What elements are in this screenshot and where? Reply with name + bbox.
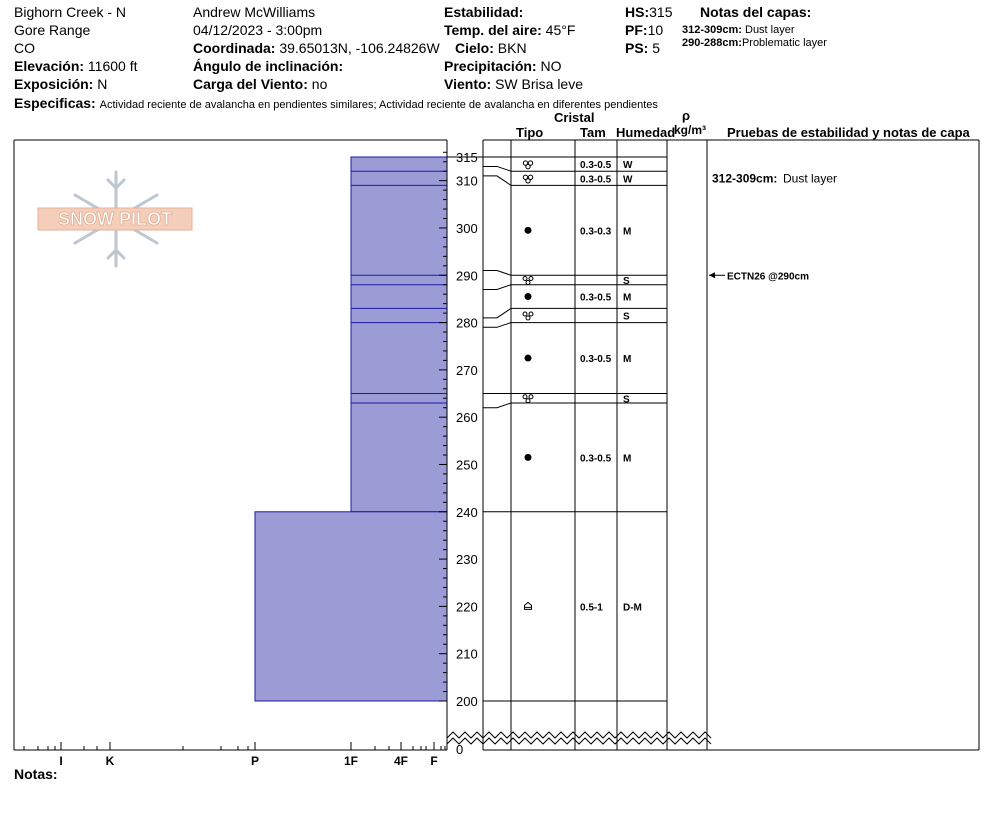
logo-text: SNOW PILOT [58, 209, 172, 229]
specifics-value: Actividad reciente de avalancha en pendientes similares; Actividad reciente de avalancha en diferentes pendientes [99, 99, 658, 111]
depth-connector [483, 285, 511, 290]
layer-moisture: M [623, 226, 632, 238]
depth-tick-label: 220 [456, 599, 478, 615]
grain-mixed-icon [526, 399, 530, 403]
layer-test-note-detail: Dust layer [783, 171, 838, 186]
density-unit: kg/m³ [674, 123, 707, 137]
wind-load-label: Carga del Viento: [193, 76, 308, 92]
depth-connector [483, 166, 511, 171]
depth-tick-label: 300 [456, 220, 478, 236]
crystal-header: Cristal [554, 110, 595, 125]
grain-mixed-icon [529, 276, 533, 280]
aspect-label: Exposición: [14, 76, 94, 92]
hardness-tick-label: I [59, 754, 63, 768]
layer-moisture: W [623, 174, 633, 186]
aspect-value: N [97, 76, 108, 92]
tests-header: Pruebas de estabilidad y notas de capa [727, 125, 970, 140]
sky-label: Cielo: [455, 40, 494, 56]
observation-datetime: 04/12/2023 - 3:00pm [193, 22, 323, 38]
grain-depth-hoar-icon [525, 602, 532, 609]
wind-load-value: no [311, 76, 328, 92]
layer-moisture: M [623, 354, 632, 366]
hardness-tick-label: P [250, 754, 260, 768]
layer-note-text: Dust layer [745, 24, 795, 36]
depth-zero-label: 0 [456, 742, 464, 757]
depth-tick-label: 260 [456, 410, 478, 426]
layer-moisture: S [623, 275, 630, 287]
type-header: Tipo [516, 125, 544, 140]
hardness-tick-label: 1F [343, 754, 359, 768]
test-result: ECTN26 @290cm [727, 271, 810, 283]
axis-break-zigzag [447, 738, 711, 744]
grain-mixed-icon [523, 395, 527, 399]
precipitation-value: NO [540, 58, 562, 74]
layer-moisture: D-M [623, 602, 642, 614]
axis-break-zigzag [447, 732, 711, 738]
layer-size: 0.3-0.5 [580, 453, 612, 465]
specifics-label: Especificas: [14, 95, 96, 111]
hs-label: HS: [625, 4, 650, 20]
depth-connector [483, 323, 511, 328]
notes-label: Notas: [14, 766, 58, 782]
depth-connector [483, 403, 511, 408]
grain-mixed-icon [526, 280, 530, 284]
depth-tick-label: 280 [456, 315, 478, 331]
layer-size: 0.5-1 [580, 602, 603, 614]
grain-mixed-icon [523, 312, 527, 316]
hardness-tick-label: 4F [393, 754, 409, 768]
depth-tick-label: 250 [456, 457, 478, 473]
layer-note-text: Problematic layer [741, 37, 827, 49]
coordinates-value: 39.65013N, -106.24826W [279, 40, 440, 56]
snowpilot-logo [38, 172, 192, 266]
layer-size: 0.3-0.5 [580, 160, 612, 172]
hardness-tick-label: F [430, 754, 438, 768]
pf-label: PF: [625, 22, 648, 38]
depth-tick-label: 240 [456, 504, 478, 520]
ps-value: 5 [652, 40, 661, 56]
grain-round-icon [525, 227, 532, 234]
layer-note-range: 290-288cm: [682, 37, 742, 49]
slope-angle-label: Ángulo de inclinación: [193, 58, 344, 74]
wind-label: Viento: [444, 76, 492, 92]
ps-label: PS: [625, 40, 649, 56]
test-arrow-head [709, 272, 715, 278]
stability-label: Estabilidad: [444, 4, 524, 20]
grain-mixed-icon [526, 316, 530, 320]
depth-tick-label: 310 [456, 173, 478, 189]
layer-table [447, 140, 979, 750]
hardness-bar [255, 512, 447, 701]
range-name: Gore Range [14, 22, 91, 38]
grain-round-icon [525, 454, 532, 461]
hardness-bar [351, 157, 447, 512]
layer-size: 0.3-0.5 [580, 354, 612, 366]
layer-moisture: W [623, 160, 633, 172]
layer-moisture: M [623, 453, 632, 465]
state-name: CO [14, 40, 35, 56]
precipitation-label: Precipitación: [444, 58, 537, 74]
layer-size: 0.3-0.5 [580, 292, 612, 304]
depth-connector [483, 176, 511, 185]
depth-tick-label: 200 [456, 694, 478, 709]
depth-connector [483, 271, 511, 276]
elevation-value: 11600 ft [87, 58, 138, 74]
pf-value: 10 [647, 22, 664, 38]
depth-tick-label: 230 [456, 552, 478, 568]
layer-moisture: S [623, 394, 630, 406]
hardness-profile [255, 157, 447, 701]
layer-moisture: S [623, 311, 630, 323]
layer-moisture: M [623, 292, 632, 304]
grain-wet-icon [526, 164, 530, 168]
hs-value: 315 [649, 4, 673, 20]
depth-tick-label: 270 [456, 362, 478, 378]
grain-mixed-icon [523, 276, 527, 280]
depth-tick-label: 290 [456, 268, 478, 284]
depth-connector [483, 308, 511, 317]
air-temp-value: 45°F [545, 22, 576, 38]
hardness-axis [24, 742, 445, 768]
layer-size: 0.3-0.3 [580, 226, 612, 238]
air-temp-label: Temp. del aire: [444, 22, 542, 38]
moisture-header: Humedad [616, 125, 676, 140]
grain-round-icon [525, 293, 532, 300]
grain-round-icon [525, 355, 532, 362]
location-name: Bighorn Creek - N [14, 4, 127, 20]
coordinates-label: Coordinada: [193, 40, 276, 56]
grain-mixed-icon [529, 312, 533, 316]
layer-note-range: 312-309cm: [682, 24, 742, 36]
layer-size: 0.3-0.5 [580, 174, 612, 186]
size-header: Tam [580, 125, 606, 140]
grain-wet-icon [526, 179, 530, 183]
depth-tick-label: 210 [456, 646, 478, 662]
layer-notes-title: Notas del capas: [700, 4, 812, 20]
observer-name: Andrew McWilliams [193, 4, 316, 20]
hardness-tick-label: K [105, 754, 115, 768]
sky-value: BKN [497, 40, 527, 56]
depth-tick-label: 315 [456, 150, 478, 165]
density-symbol: ρ [682, 108, 691, 123]
grain-mixed-icon [529, 395, 533, 399]
wind-value: SW Brisa leve [495, 76, 584, 92]
layer-test-note: 312-309cm: [712, 171, 778, 186]
elevation-label: Elevación: [14, 58, 85, 74]
stability-tests-column [709, 171, 837, 282]
